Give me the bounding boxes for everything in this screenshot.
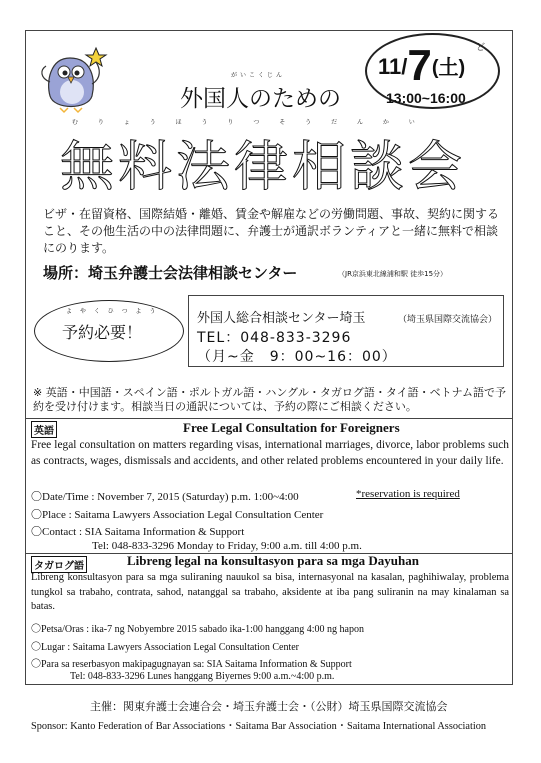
tagalog-phone: Tel: 048-833-3296 Lunes hanggang Biyernes 9:00 a.m.~4:00 p.m. <box>70 671 335 682</box>
tagalog-datetime: 〇Petsa/Oras : ika-7 ng Nobyembre 2015 sabado ika-1:00 hanggang 4:00 ng hapon <box>31 624 364 635</box>
event-weekday: (土) <box>431 57 466 79</box>
event-description: ビザ・在留資格、国際結婚・離婚、賃金や解雇などの労働問題、事故、契約に関すること、その他生活の中の法律問題に、弁護士が通訳ボランティアと一緒に無料で相談にのります。 <box>43 207 500 255</box>
tagalog-title: Libreng legal na konsultasyon para sa mga Dayuhan <box>127 553 419 568</box>
english-reservation-note: *reservation is required <box>356 488 460 500</box>
tagalog-body: Libreng konsultasyon para sa mga suliraning nauukol sa bisa, internasyonal na kasalan, paghihiwalay, problema tungkol sa trabaho, contrata, sahod, natanggal sa trabaho, aksidente at iba pang suliranin na may kinalaman sa batas. <box>31 572 509 612</box>
event-day: 7 <box>407 41 432 90</box>
event-month: 11/ <box>378 54 408 79</box>
center-name: 外国人総合相談センター埼玉 <box>197 311 366 326</box>
main-title: 無料法律相談会 <box>60 135 466 198</box>
event-date <box>378 41 466 90</box>
english-title: Free Legal Consultation for Foreigners <box>183 420 400 435</box>
weekday-ruby: ど <box>476 43 489 53</box>
english-body: Free legal consultation on matters regarding visas, international marriages, divorce, labor problems such as contracts, wages, dismissals and accidents, and other related problems encountered in your daily life. <box>31 439 509 467</box>
subtitle-ruby: がいこくじん <box>231 72 286 79</box>
english-tag: 英語 <box>31 421 57 438</box>
center-hours: （月~金 9：00~16：00） <box>197 349 397 365</box>
main-title-ruby: む り ょ う ほ う り つ そ う だ ん か い <box>72 119 424 126</box>
tagalog-reservation: 〇Para sa reserbasyon makipagugnayan sa: SIA Saitama Information & Support <box>31 659 352 670</box>
center-phone: TEL：048-833-3296 <box>197 330 352 346</box>
organizer: 主催：関東弁護士会連合会・埼玉弁護士会・（公財）埼玉県国際交流協会 <box>90 700 448 713</box>
divider <box>25 418 513 419</box>
subtitle: 外国人のための <box>180 86 341 112</box>
event-time: 13:00~16:00 <box>386 90 466 106</box>
reservation-ruby: よ や く ひ つ よ う <box>66 308 159 315</box>
sponsor: Sponsor: Kanto Federation of Bar Associations・Saitama Bar Association・Saitama International Association <box>31 721 486 732</box>
center-subname: （埼玉県国際交流協会） <box>398 315 498 325</box>
tagalog-place: 〇Lugar : Saitama Lawyers Association Legal Consultation Center <box>31 642 299 653</box>
english-phone: Tel: 048-833-3296 Monday to Friday, 9:00 a.m. till 4:00 p.m. <box>92 540 362 552</box>
languages-note: ※ 英語・中国語・スペイン語・ポルトガル語・ハングル・タガログ語・タイ語・ベトナム語で予約を受け付けます。相談当日の通訳については、予約の際にご相談ください。 <box>33 386 507 413</box>
reservation-required: 予約必要！ <box>62 323 143 342</box>
bird-mascot-icon <box>34 44 122 114</box>
tagalog-tag: タガログ語 <box>31 556 87 573</box>
english-contact: 〇Contact : SIA Saitama Information & Support <box>31 526 245 538</box>
venue-label: 場所：埼玉弁護士会法律相談センター <box>43 264 298 282</box>
english-datetime: 〇Date/Time : November 7, 2015 (Saturday) p.m. 1:00~4:00 <box>31 491 299 503</box>
english-place: 〇Place : Saitama Lawyers Association Legal Consultation Center <box>31 509 324 521</box>
venue-access-note: （JR京浜東北線浦和駅 徒歩15分） <box>338 270 448 278</box>
